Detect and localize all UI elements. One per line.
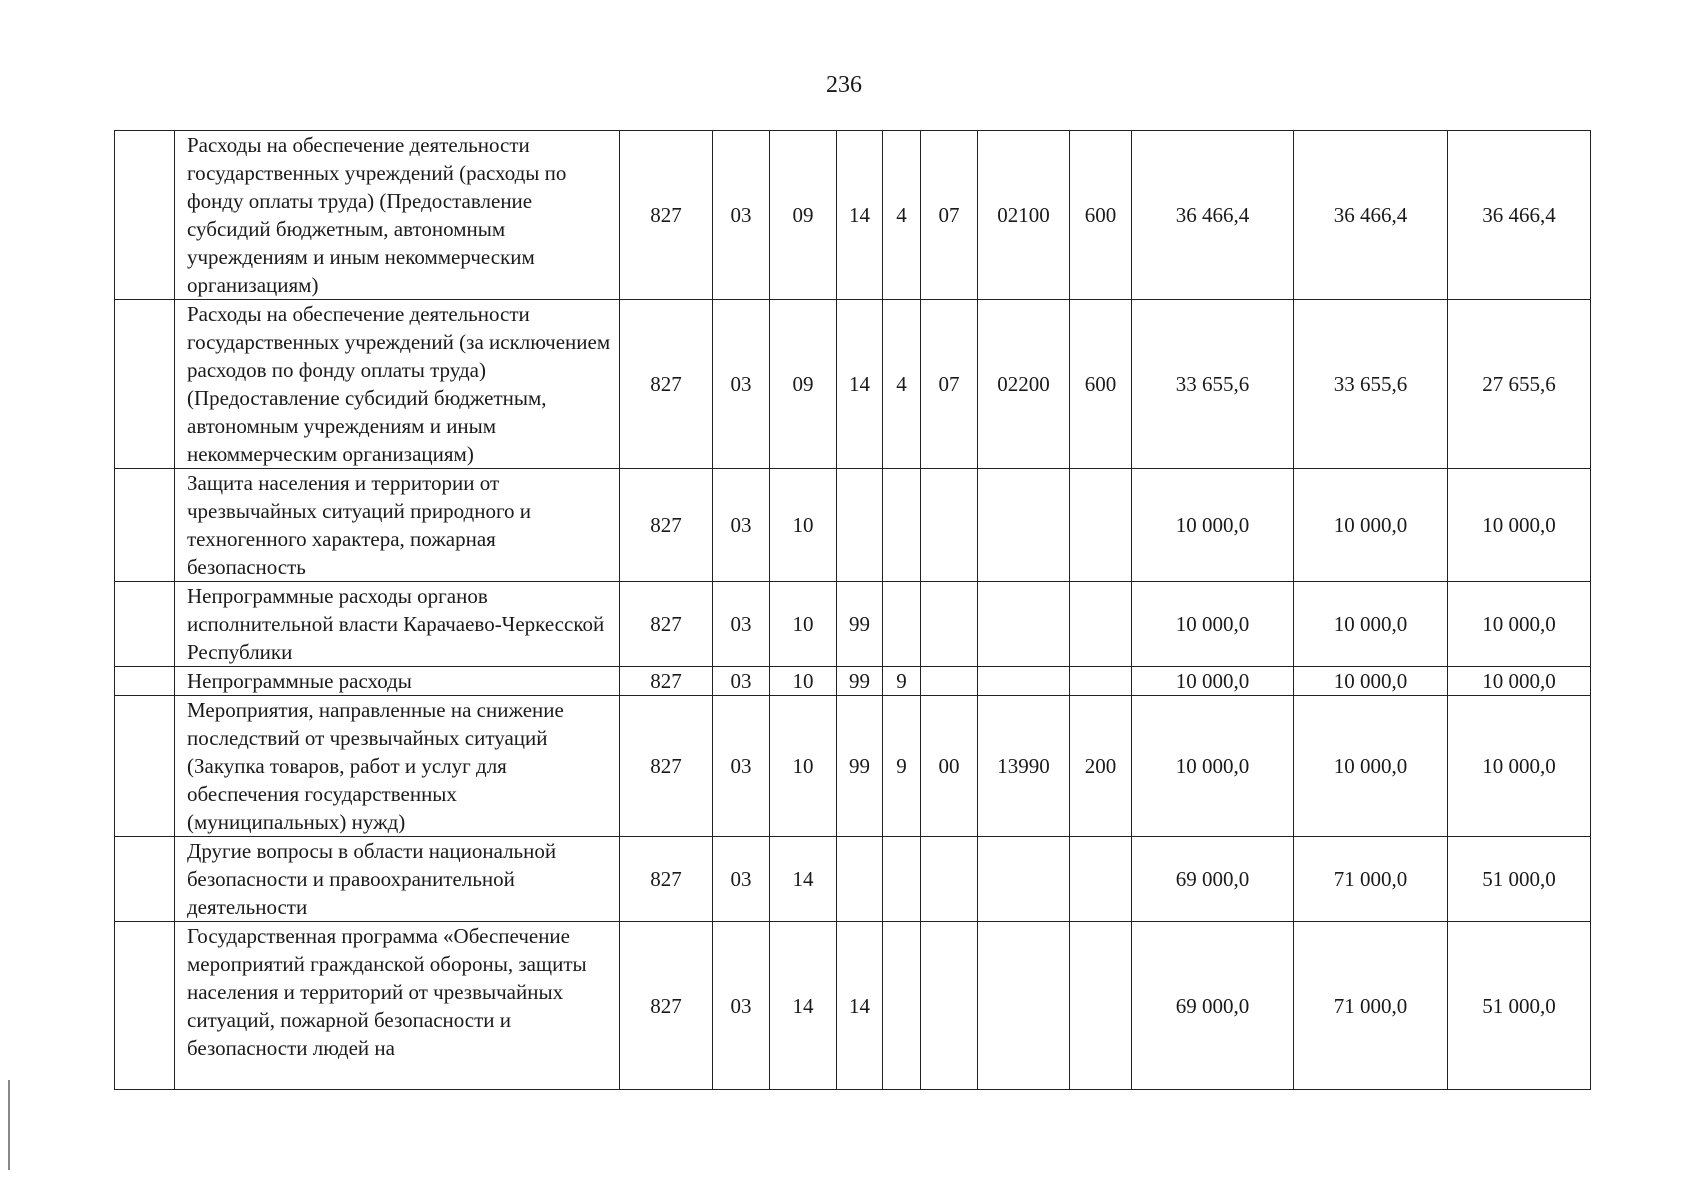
table-row (115, 667, 1591, 696)
main-event-cell (921, 667, 978, 696)
expense-name-cell: Другие вопросы в области национальной безопасности и правоохранительной деятельности (175, 837, 620, 922)
table-row (115, 469, 1591, 582)
expense-name-cell: Непрограммные расходы органов исполнительной власти Карачаево-Черкесской Республики (175, 582, 620, 667)
ved-code-cell: 827 (620, 837, 713, 922)
amount-year1-cell: 10 000,0 (1132, 667, 1294, 696)
subsection-cell: 09 (770, 131, 837, 300)
row-number-cell (115, 667, 175, 696)
subsection-cell: 10 (770, 667, 837, 696)
subsection-cell: 10 (770, 469, 837, 582)
direction-cell (978, 837, 1070, 922)
section-cell: 03 (713, 469, 770, 582)
amount-year2-cell: 10 000,0 (1294, 582, 1448, 667)
expense-name-cell: Государственная программа «Обеспечение мероприятий гражданской обороны, защиты населения и территорий от чрезвычайных ситуаций, пожарной безопасности и безопасности людей на (175, 922, 620, 1090)
subprogram-cell (883, 837, 921, 922)
direction-cell: 13990 (978, 696, 1070, 837)
amount-year1-cell: 10 000,0 (1132, 582, 1294, 667)
expense-type-cell (1070, 667, 1132, 696)
expense-name-cell: Расходы на обеспечение деятельности государственных учреждений (за исключением расходов по фонду оплаты труда) (Предоставление субсидий бюджетным, автономным учреждениям и иным некоммерческим организациям) (175, 300, 620, 469)
amount-year3-cell: 10 000,0 (1448, 582, 1591, 667)
subsection-cell: 14 (770, 837, 837, 922)
ved-code-cell: 827 (620, 582, 713, 667)
table-row (115, 582, 1591, 667)
amount-year3-cell: 51 000,0 (1448, 837, 1591, 922)
direction-cell: 02100 (978, 131, 1070, 300)
table-row (115, 131, 1591, 300)
ved-code-cell: 827 (620, 300, 713, 469)
direction-cell (978, 582, 1070, 667)
subsection-cell: 10 (770, 696, 837, 837)
amount-year2-cell: 10 000,0 (1294, 667, 1448, 696)
row-number-cell (115, 469, 175, 582)
program-cell: 99 (837, 582, 883, 667)
amount-year1-cell: 36 466,4 (1132, 131, 1294, 300)
subprogram-cell: 9 (883, 667, 921, 696)
row-number-cell (115, 922, 175, 1090)
amount-year3-cell: 36 466,4 (1448, 131, 1591, 300)
amount-year1-cell: 10 000,0 (1132, 696, 1294, 837)
amount-year3-cell: 51 000,0 (1448, 922, 1591, 1090)
section-cell: 03 (713, 922, 770, 1090)
row-number-cell (115, 696, 175, 837)
ved-code-cell: 827 (620, 667, 713, 696)
amount-year1-cell: 69 000,0 (1132, 922, 1294, 1090)
expense-type-cell (1070, 837, 1132, 922)
ved-code-cell: 827 (620, 696, 713, 837)
subsection-cell: 09 (770, 300, 837, 469)
row-number-cell (115, 300, 175, 469)
program-cell (837, 837, 883, 922)
direction-cell (978, 667, 1070, 696)
ved-code-cell: 827 (620, 469, 713, 582)
main-event-cell (921, 922, 978, 1090)
table-row (115, 837, 1591, 922)
table-row (115, 300, 1591, 469)
expense-name-cell: Непрограммные расходы (175, 667, 620, 696)
section-cell: 03 (713, 582, 770, 667)
direction-cell (978, 922, 1070, 1090)
section-cell: 03 (713, 696, 770, 837)
subprogram-cell (883, 582, 921, 667)
amount-year2-cell: 71 000,0 (1294, 922, 1448, 1090)
table-row (115, 922, 1591, 1090)
main-event-cell (921, 582, 978, 667)
expense-type-cell: 200 (1070, 696, 1132, 837)
row-number-cell (115, 582, 175, 667)
subprogram-cell: 4 (883, 131, 921, 300)
program-cell: 99 (837, 667, 883, 696)
expense-type-cell (1070, 582, 1132, 667)
expense-name-cell: Защита населения и территории от чрезвычайных ситуаций природного и техногенного характера, пожарная безопасность (175, 469, 620, 582)
amount-year3-cell: 27 655,6 (1448, 300, 1591, 469)
subsection-cell: 10 (770, 582, 837, 667)
page-number: 236 (826, 72, 862, 98)
amount-year3-cell: 10 000,0 (1448, 469, 1591, 582)
main-event-cell (921, 469, 978, 582)
section-cell: 03 (713, 667, 770, 696)
amount-year3-cell: 10 000,0 (1448, 696, 1591, 837)
direction-cell (978, 469, 1070, 582)
row-number-cell (115, 131, 175, 300)
program-cell: 14 (837, 131, 883, 300)
table-row (115, 696, 1591, 837)
amount-year2-cell: 10 000,0 (1294, 696, 1448, 837)
row-number-cell (115, 837, 175, 922)
program-cell: 14 (837, 300, 883, 469)
expense-type-cell (1070, 469, 1132, 582)
main-event-cell: 07 (921, 131, 978, 300)
section-cell: 03 (713, 131, 770, 300)
program-cell (837, 469, 883, 582)
expense-type-cell: 600 (1070, 300, 1132, 469)
subsection-cell: 14 (770, 922, 837, 1090)
amount-year2-cell: 36 466,4 (1294, 131, 1448, 300)
amount-year2-cell: 33 655,6 (1294, 300, 1448, 469)
amount-year2-cell: 10 000,0 (1294, 469, 1448, 582)
direction-cell: 02200 (978, 300, 1070, 469)
amount-year1-cell: 33 655,6 (1132, 300, 1294, 469)
main-event-cell: 00 (921, 696, 978, 837)
ved-code-cell: 827 (620, 131, 713, 300)
main-event-cell: 07 (921, 300, 978, 469)
subprogram-cell (883, 469, 921, 582)
expense-type-cell (1070, 922, 1132, 1090)
expense-type-cell: 600 (1070, 131, 1132, 300)
amount-year3-cell: 10 000,0 (1448, 667, 1591, 696)
margin-mark (8, 1080, 10, 1170)
budget-table (114, 130, 1591, 1090)
main-event-cell (921, 837, 978, 922)
amount-year2-cell: 71 000,0 (1294, 837, 1448, 922)
section-cell: 03 (713, 300, 770, 469)
section-cell: 03 (713, 837, 770, 922)
subprogram-cell: 9 (883, 696, 921, 837)
amount-year1-cell: 69 000,0 (1132, 837, 1294, 922)
program-cell: 99 (837, 696, 883, 837)
subprogram-cell (883, 922, 921, 1090)
amount-year1-cell: 10 000,0 (1132, 469, 1294, 582)
ved-code-cell: 827 (620, 922, 713, 1090)
program-cell: 14 (837, 922, 883, 1090)
subprogram-cell: 4 (883, 300, 921, 469)
expense-name-cell: Расходы на обеспечение деятельности государственных учреждений (расходы по фонду оплаты труда) (Предоставление субсидий бюджетным, автономным учреждениям и иным некоммерческим организациям) (175, 131, 620, 300)
expense-name-cell: Мероприятия, направленные на снижение последствий от чрезвычайных ситуаций (Закупка товаров, работ и услуг для обеспечения государственных (муниципальных) нужд) (175, 696, 620, 837)
